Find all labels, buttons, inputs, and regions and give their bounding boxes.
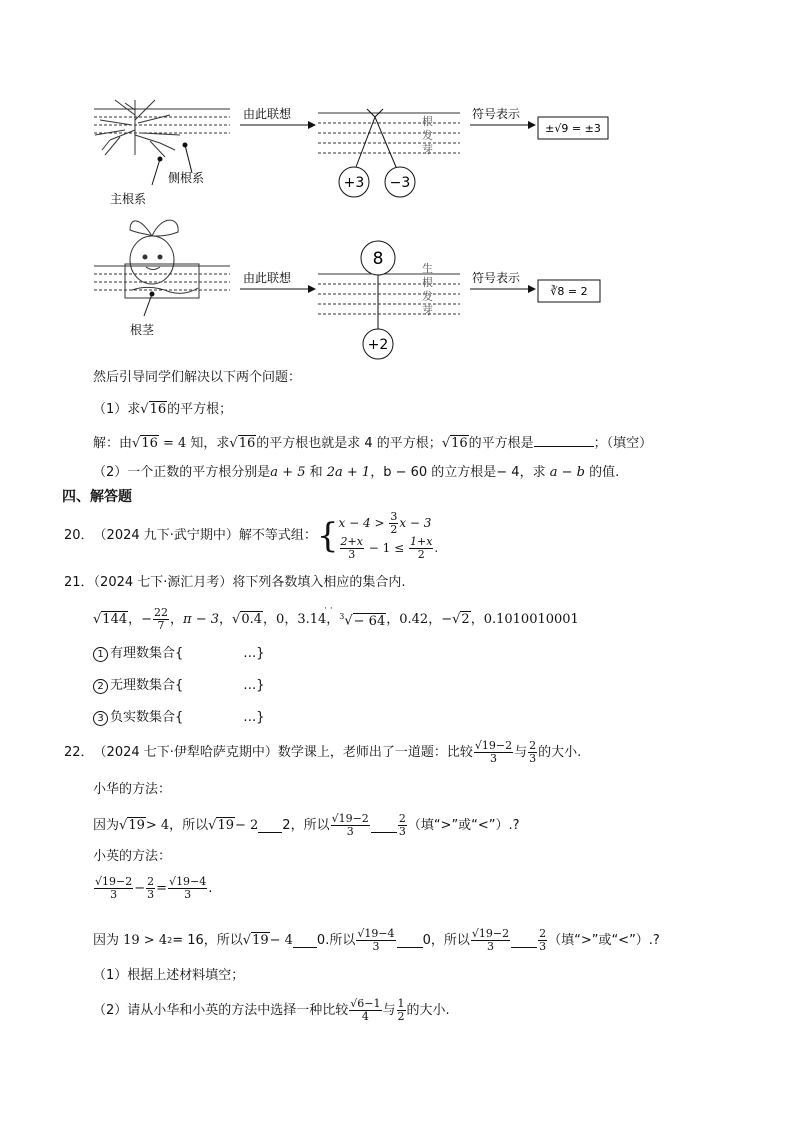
circle-minus3: −3 xyxy=(389,175,411,191)
sprout-character-illustration xyxy=(125,220,199,298)
circle-plus3: +3 xyxy=(343,175,365,191)
set-rational: 1 有理数集合{ …} xyxy=(93,645,265,663)
set-negative-real: 3 负实数集合{ …} xyxy=(93,709,265,727)
sprout-text-r2-2: 发 xyxy=(422,290,433,303)
sprout-text-r2-1: 根 xyxy=(422,276,433,289)
circle-plus2: +2 xyxy=(367,337,389,353)
solution-line: 解：由√16 = 4 知，求√16的平方根也就是求 4 的平方根；√16的平方根是 ；（填空） xyxy=(93,433,652,453)
arrow-right-icon xyxy=(528,121,536,129)
problem-21: 21．（2024 七下·源汇月考）将下列各数填入相应的集合内. xyxy=(64,575,406,590)
xh-blank-1[interactable] xyxy=(258,819,282,833)
inequality-system: { x − 4 > $\frac{3}{2}$ x − 3 $\frac{2+x}{3}$ − 1 ≤ $\frac{1+x}{2}$ . xyxy=(316,510,439,561)
sprout-text-r1-1: 发 xyxy=(422,129,433,142)
root-diagram-row1 xyxy=(80,95,640,215)
intro-text: 然后引导同学们解决以下两个问题： xyxy=(93,370,302,385)
result-box-row2: ∛8 = 2 xyxy=(550,285,588,298)
main-root-label: 主根系 xyxy=(110,192,147,206)
sprout-text-r2-3: 芽 xyxy=(422,304,433,317)
arrow-right-icon xyxy=(308,285,316,293)
problem-20: 20． （2024 九下·武宁期中）解不等式组： { x − 4 > $\frac{3}{2}$ x − 3 $\frac{2+x}{3}$ − 1 ≤ $\frac{1+x}{2}$ . xyxy=(64,510,439,561)
xiaoying-equation: $\frac{√19-2}{3}$ − $\frac{2}{3}$ = $\frac{√19-4}{3}$ . xyxy=(95,875,213,901)
xy-blank-2[interactable] xyxy=(397,934,423,948)
sqrt-16: √16 xyxy=(229,436,256,451)
arrow-right-icon xyxy=(528,285,536,293)
xiaoying-method: 因为 19 > 4 2 = 16，所以 √19 − 4 0.所以 $\frac{√19-4}{3}$ 0，所以 $\frac{√19-2}{3}$ $\frac{2}{3}$ （填“>”或“<”）.? xyxy=(93,927,660,953)
side-root-label: 侧根系 xyxy=(168,171,205,185)
result-box-row1: ±√9 = ±3 xyxy=(545,122,601,135)
problem-22: 22． （2024 七下·伊犁哈萨克期中）数学课上，老师出了一道题：比较 $\frac{√19-2}{3}$ 与 $\frac{2}{3}$ 的大小. xyxy=(64,739,582,765)
root-diagram-row2 xyxy=(80,212,640,362)
problem-22-part2: （2）请从小华和小英的方法中选择一种比较 $\frac{√6-1}{4}$ 与 $\frac{1}{2}$ 的大小. xyxy=(93,997,450,1023)
arrow2-label-row2: 符号表示 xyxy=(472,271,521,285)
question-1: （1）求√16的平方根； xyxy=(93,402,233,417)
sprout-text-r1-0: 根 xyxy=(422,115,433,128)
xiaohua-title: 小华的方法： xyxy=(93,782,172,797)
arrow1-label-row1: 由此联想 xyxy=(243,107,292,121)
arrow2-label-row1: 符号表示 xyxy=(472,107,521,121)
xiaohua-method: 因为 √19 > 4，所以 √19 − 2 2，所以 $\frac{√19-2}{3}$ $\frac{2}{3}$ （填“>”或“<”）.? xyxy=(93,812,520,838)
xiaoying-title: 小英的方法： xyxy=(93,849,172,864)
number-list: √144 ，− $\frac{22}{7}$ ， π − 3 ， √0.4 ， 0，3.14， $^3$√− 64 ， 0.42 ， − √2 ， 0.1010010001 xyxy=(93,606,579,632)
sqrt-16: √16 xyxy=(132,436,158,451)
answer-blank[interactable] xyxy=(534,433,594,447)
sqrt-16: √16 xyxy=(140,402,167,417)
arrow-right-icon xyxy=(308,121,316,129)
sprout-text-r1-2: 芽 xyxy=(422,143,433,156)
xh-blank-2[interactable] xyxy=(371,819,397,833)
sprout-text-r2-0: 生 xyxy=(422,262,433,275)
set-irrational: 2 无理数集合{ …} xyxy=(93,677,265,695)
problem-22-part1: （1）根据上述材料填空； xyxy=(93,968,245,983)
left-brace: { xyxy=(316,516,339,556)
circle-eight: 8 xyxy=(372,249,384,269)
xy-blank-1[interactable] xyxy=(293,934,317,948)
xy-blank-3[interactable] xyxy=(511,934,537,948)
question-2: （2）一个正数的平方根分别是a + 5 和 2a + 1，b − 60 的立方根是− 4，求 a − b 的值. xyxy=(93,465,620,480)
arrow1-label-row2: 由此联想 xyxy=(243,271,292,285)
section-heading: 四、解答题 xyxy=(62,489,132,505)
sqrt-16: √16 xyxy=(441,436,468,451)
repeating-decimal: 0.42 xyxy=(399,611,429,627)
rhizome-label: 根茎 xyxy=(130,323,155,337)
repeating-dots: ·· xyxy=(324,604,336,614)
